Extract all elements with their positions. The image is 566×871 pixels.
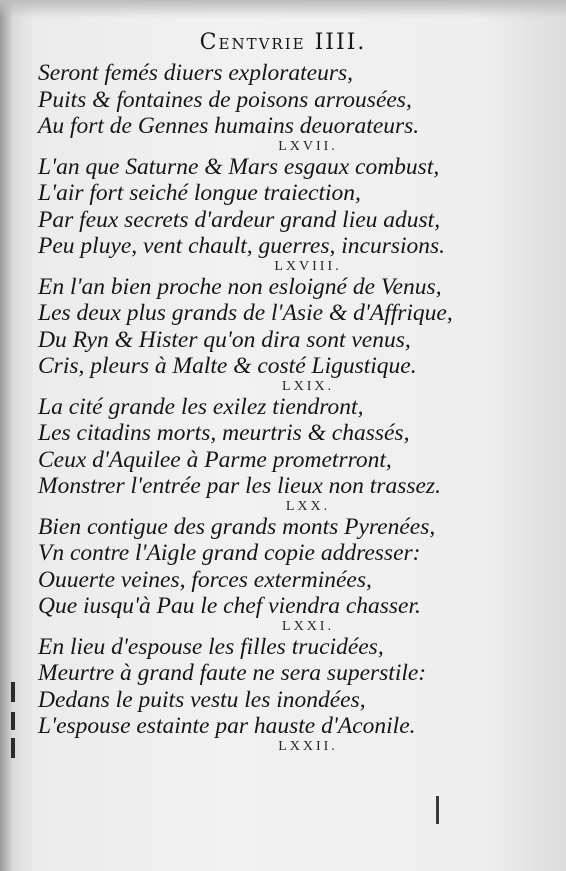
- margin-mark: [11, 712, 15, 730]
- page-top-shadow: [0, 0, 566, 18]
- verse-line: Les citadins morts, meurtris & chassés,: [38, 420, 410, 446]
- quatrain-number: LXIX.: [282, 378, 334, 394]
- margin-mark: [11, 738, 15, 758]
- verse-line: En lieu d'espouse les filles trucidées,: [38, 633, 384, 660]
- quatrain-number: LXX.: [285, 498, 331, 514]
- verse-line: Seront femés diuers explorateurs,: [38, 60, 354, 86]
- verse-line: L'air fort seiché longue traiection,: [38, 180, 361, 206]
- verse-line: La cité grande les exilez tiendront,: [38, 393, 364, 420]
- verse-line: Que iusqu'à Pau le chef viendra chasser.: [38, 593, 421, 619]
- verse-line: Les deux plus grands de l'Asie & d'Affrique,: [38, 300, 453, 326]
- verse-line: En l'an bien proche non esloigné de Venus,: [38, 273, 442, 300]
- margin-mark: [11, 682, 15, 702]
- verse-line: Vn contre l'Aigle grand copie addresser:: [38, 540, 421, 566]
- verse-line: L'an que Saturne & Mars esgaux combust,: [38, 153, 440, 180]
- quatrain-number: LXVII.: [278, 138, 338, 154]
- verse-line: Bien contigue des grands monts Pyrenées,: [38, 513, 436, 540]
- ink-mark: [436, 796, 439, 824]
- verse-line: Au fort de Gennes humains deuorateurs.: [38, 113, 420, 139]
- quatrain-number: LXXI.: [282, 618, 334, 634]
- verse-line: Ouuerte veines, forces exterminées,: [38, 566, 372, 593]
- verse-line: Dedans le puits vestu les inondées,: [38, 686, 366, 713]
- quatrain-number: LXXII.: [278, 738, 338, 754]
- verse-line: Par feux secrets d'ardeur grand lieu adust,: [38, 206, 441, 233]
- verse-line: L'espouse estainte par hauste d'Aconile.: [38, 713, 416, 739]
- verse-text-block: [38, 60, 548, 754]
- verse-line: Cris, pleurs à Malte & costé Ligustique.: [38, 353, 417, 379]
- verse-line: Meurtre à grand faute ne sera superstile:: [38, 660, 427, 686]
- verse-line: Peu pluye, vent chault, guerres, incursions.: [38, 233, 446, 259]
- page-header: Centvrie IIII.: [199, 30, 367, 55]
- verse-line: Monstrer l'entrée par les lieux non trassez.: [38, 473, 441, 499]
- verse-line: Ceux d'Aquilee à Parme prometrront,: [38, 446, 392, 473]
- verse-line: Puits & fontaines de poisons arrousées,: [38, 86, 412, 113]
- verse-line: Du Ryn & Hister qu'on dira sont venus,: [38, 326, 411, 353]
- quatrain-number: LXVIII.: [274, 258, 342, 274]
